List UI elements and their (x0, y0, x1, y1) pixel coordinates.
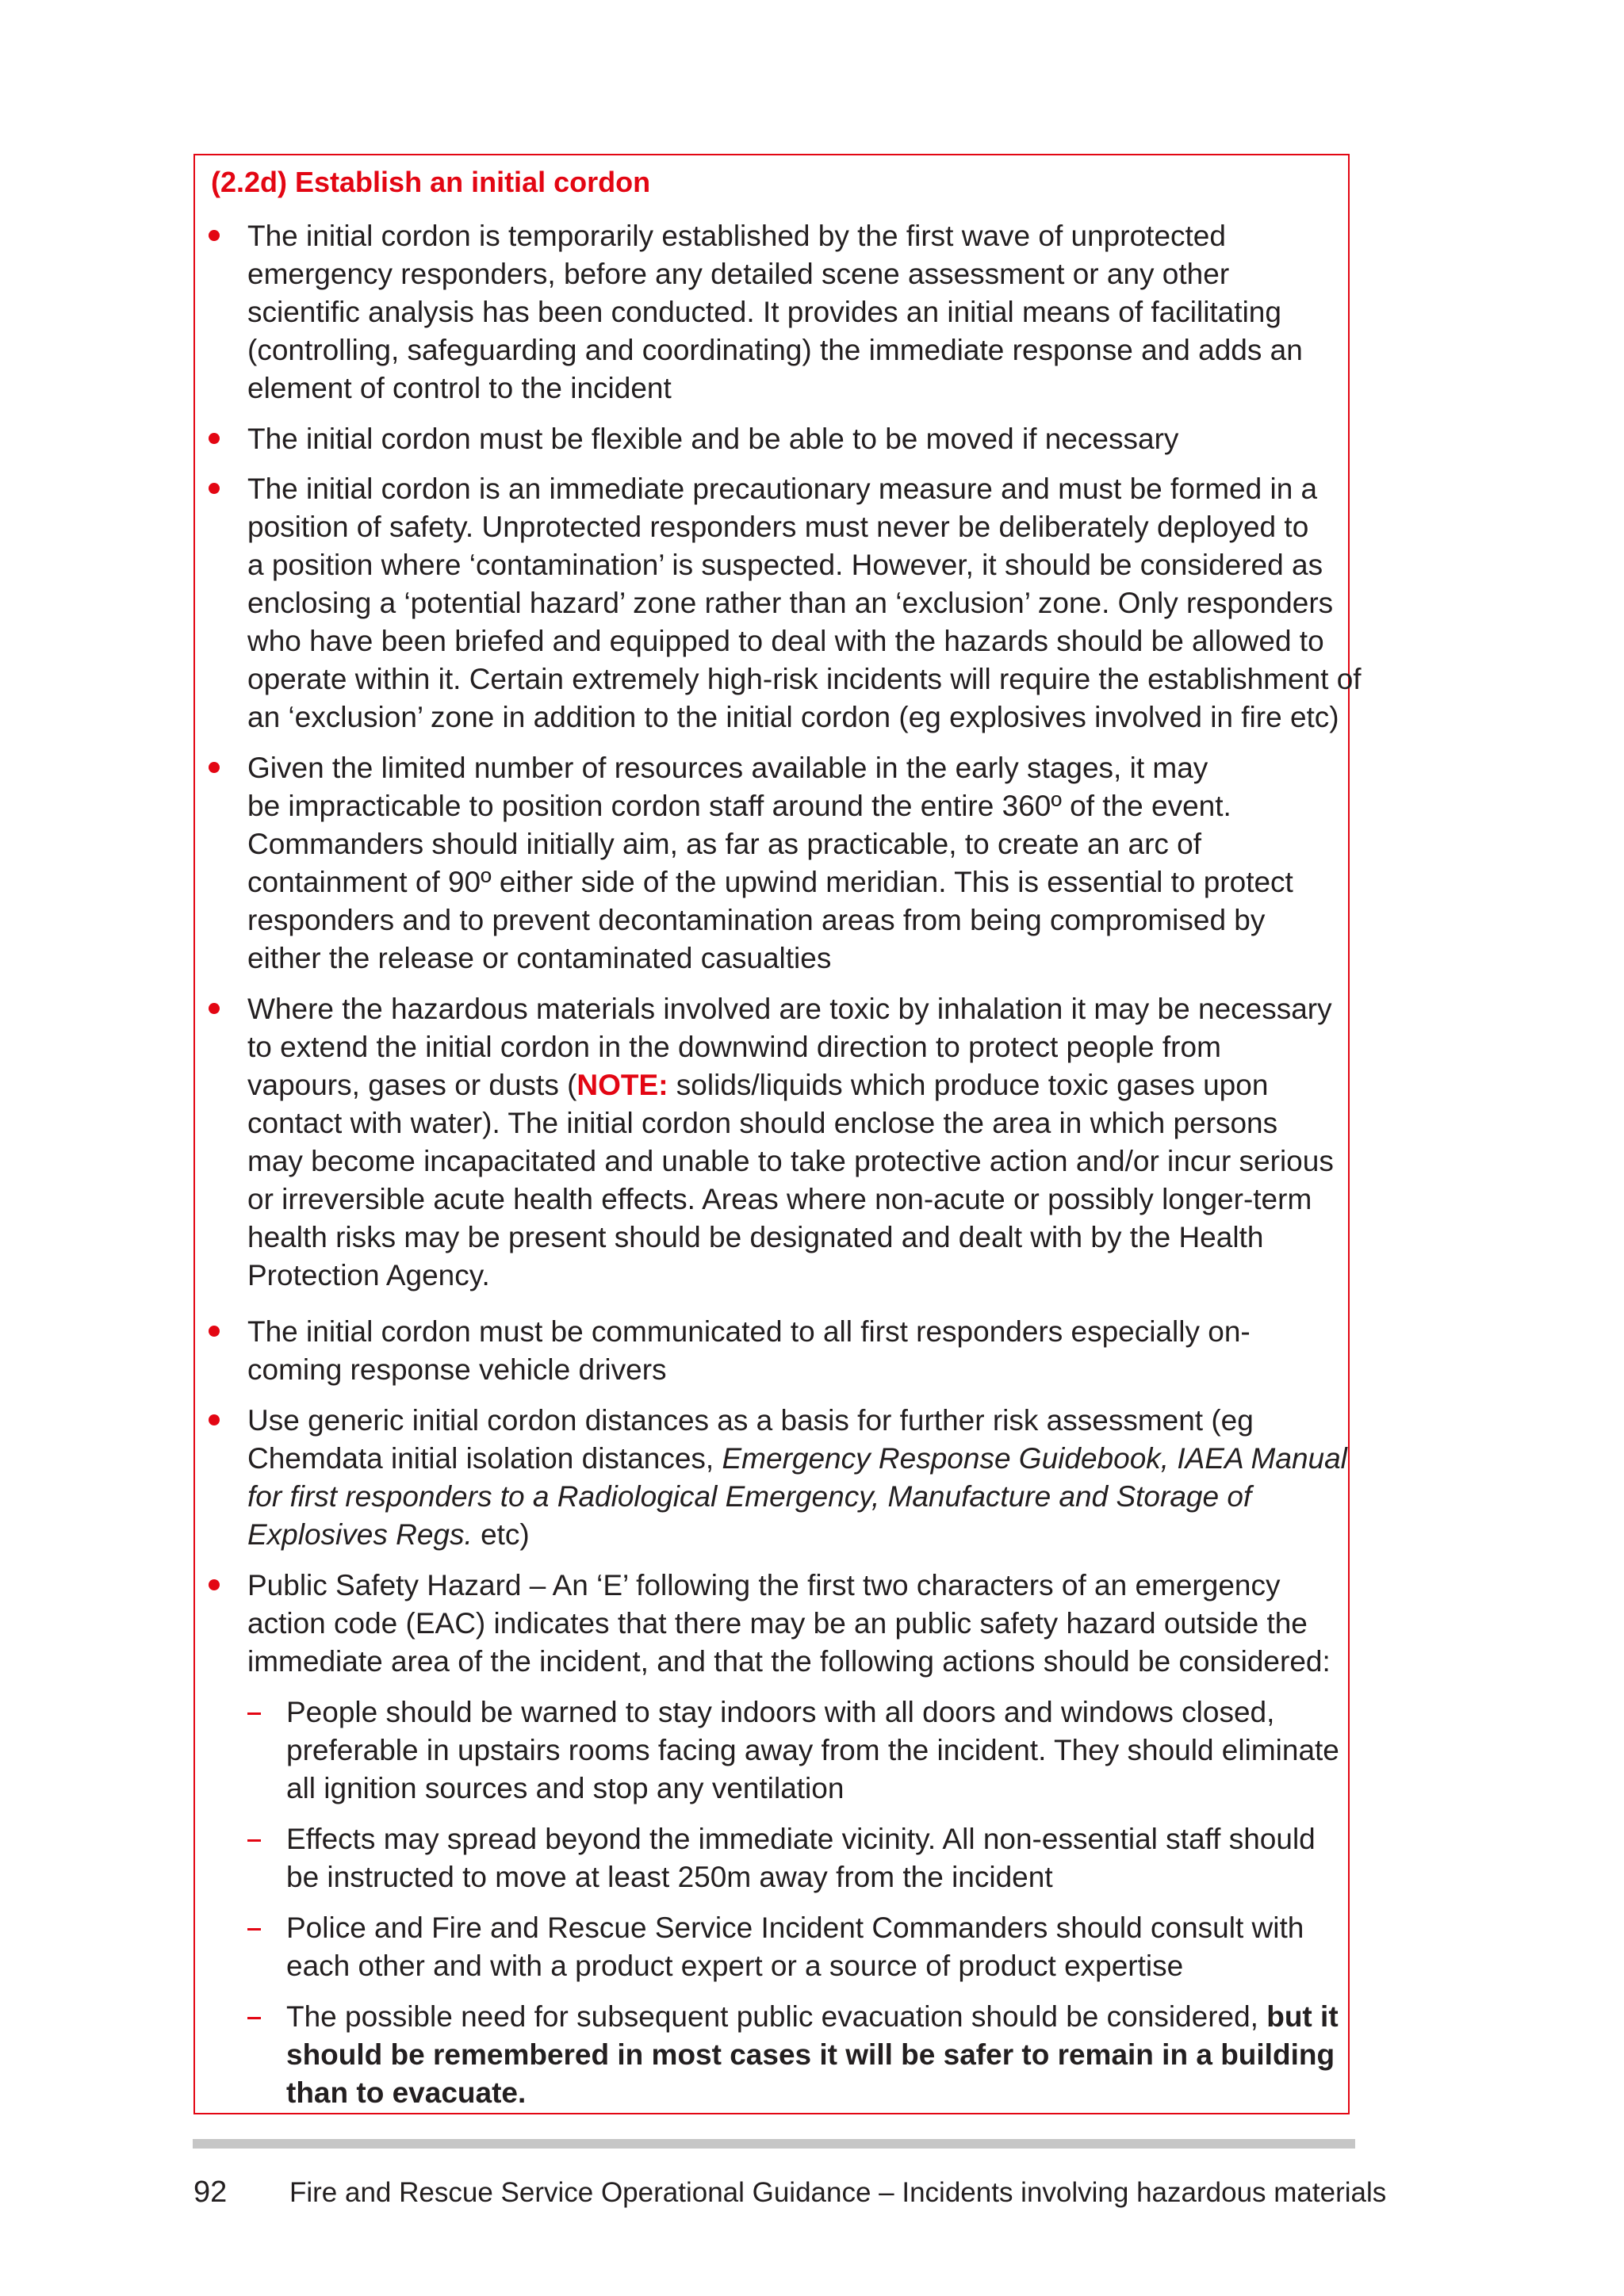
publication-title: for first responders to a Radiological Emergency, Manufacture and Storage of (247, 1480, 1252, 1513)
text-line (247, 1440, 1347, 1478)
text-line: containment of 90º either side of the upwind meridian. This is essential to protect (247, 866, 1293, 898)
text-line: contact with water). The initial cordon should enclose the area in which persons (247, 1107, 1278, 1139)
text-line: scientific analysis has been conducted. It provides an initial means of facilitating (247, 296, 1281, 328)
dash-icon (247, 2017, 261, 2019)
text-segment: vapours, gases or dusts ( (247, 1069, 577, 1101)
bullet-icon (209, 230, 220, 241)
bullet-icon (209, 1003, 220, 1014)
text-line: each other and with a product expert or a source of product expertise (286, 1950, 1184, 1982)
footer-rule (193, 2139, 1355, 2149)
page-number: 92 (193, 2175, 228, 2209)
text-line: Effects may spread beyond the immediate vicinity. All non-essential staff should (286, 1823, 1316, 1855)
text-line: Where the hazardous materials involved are toxic by inhalation it may be necessary (247, 993, 1332, 1025)
dash-icon (247, 1928, 261, 1931)
text-segment: The possible need for subsequent public evacuation should be considered, (286, 2000, 1267, 2033)
text-line: Commanders should initially aim, as far as practicable, to create an arc of (247, 828, 1202, 860)
text-line: Public Safety Hazard – An ‘E’ following the first two characters of an emergency (247, 1569, 1281, 1601)
text-line: People should be warned to stay indoors with all doors and windows closed, (286, 1696, 1275, 1728)
text-line: element of control to the incident (247, 372, 672, 404)
text-line: either the release or contaminated casualties (247, 942, 832, 974)
text-line: an ‘exclusion’ zone in addition to the initial cordon (eg explosives involved in fire etc) (247, 701, 1339, 733)
emphasis-text: than to evacuate. (286, 2076, 527, 2109)
text-line: may become incapacitated and unable to take protective action and/or incur serious (247, 1145, 1334, 1177)
text-line: who have been briefed and equipped to deal with the hazards should be allowed to (247, 625, 1324, 657)
text-line: Use generic initial cordon distances as a basis for further risk assessment (eg (247, 1404, 1254, 1437)
text-line: action code (EAC) indicates that there may be an public safety hazard outside the (247, 1607, 1308, 1640)
text-line (247, 1066, 1268, 1104)
text-line: position of safety. Unprotected responders must never be deliberately deployed to (247, 511, 1309, 543)
text-line: be instructed to move at least 250m away from the incident (286, 1861, 1053, 1893)
text-line: to extend the initial cordon in the downwind direction to protect people from (247, 1031, 1221, 1063)
bullet-icon (209, 1326, 220, 1337)
text-line (247, 1516, 530, 1554)
text-segment: Chemdata initial isolation distances, (247, 1442, 722, 1475)
footer-title: Fire and Rescue Service Operational Guidance – Incidents involving hazardous materials (289, 2177, 1387, 2208)
publication-title: Explosives Regs. (247, 1518, 473, 1551)
text-line: Police and Fire and Rescue Service Incident Commanders should consult with (286, 1911, 1304, 1944)
dash-icon (247, 1839, 261, 1842)
text-line (286, 1998, 1339, 2036)
text-line: health risks may be present should be designated and dealt with by the Health (247, 1221, 1264, 1253)
bullet-icon (209, 483, 220, 494)
text-line: immediate area of the incident, and that the following actions should be considered: (247, 1645, 1331, 1678)
text-line: (controlling, safeguarding and coordinating) the immediate response and adds an (247, 334, 1303, 366)
text-segment: solids/liquids which produce toxic gases upon (668, 1069, 1269, 1101)
emphasis-text: but it (1266, 2000, 1339, 2033)
text-line: The initial cordon must be communicated to all first responders especially on- (247, 1315, 1251, 1348)
dash-icon (247, 1712, 261, 1715)
text-line: Protection Agency. (247, 1259, 490, 1292)
text-line: The initial cordon must be flexible and be able to be moved if necessary (247, 423, 1179, 455)
bullet-icon (209, 433, 220, 444)
text-line: emergency responders, before any detailed scene assessment or any other (247, 258, 1230, 290)
text-line: coming response vehicle drivers (247, 1353, 667, 1386)
bullet-icon (209, 762, 220, 773)
text-line: Given the limited number of resources available in the early stages, it may (247, 752, 1208, 784)
note-label: NOTE: (576, 1069, 668, 1101)
text-line: all ignition sources and stop any ventilation (286, 1772, 845, 1804)
text-line: a position where ‘contamination’ is suspected. However, it should be considered as (247, 549, 1323, 581)
text-line: The initial cordon is temporarily established by the first wave of unprotected (247, 220, 1226, 252)
text-line: enclosing a ‘potential hazard’ zone rather than an ‘exclusion’ zone. Only responders (247, 587, 1334, 619)
emphasis-text: should be remembered in most cases it will be safer to remain in a building (286, 2038, 1335, 2071)
text-line: operate within it. Certain extremely high-risk incidents will require the establishment of (247, 663, 1362, 695)
text-line: be impracticable to position cordon staff around the entire 360º of the event. (247, 790, 1231, 822)
text-line: preferable in upstairs rooms facing away from the incident. They should eliminate (286, 1734, 1339, 1766)
text-line: or irreversible acute health effects. Areas where non-acute or possibly longer-term (247, 1183, 1312, 1215)
bullet-icon (209, 1579, 220, 1590)
text-segment: etc) (472, 1518, 530, 1551)
bullet-icon (209, 1414, 220, 1425)
section-heading: (2.2d) Establish an initial cordon (211, 166, 651, 198)
text-line: responders and to prevent decontamination areas from being compromised by (247, 904, 1266, 936)
publication-title: Emergency Response Guidebook, IAEA Manual (722, 1442, 1347, 1475)
text-line: The initial cordon is an immediate precautionary measure and must be formed in a (247, 473, 1318, 505)
